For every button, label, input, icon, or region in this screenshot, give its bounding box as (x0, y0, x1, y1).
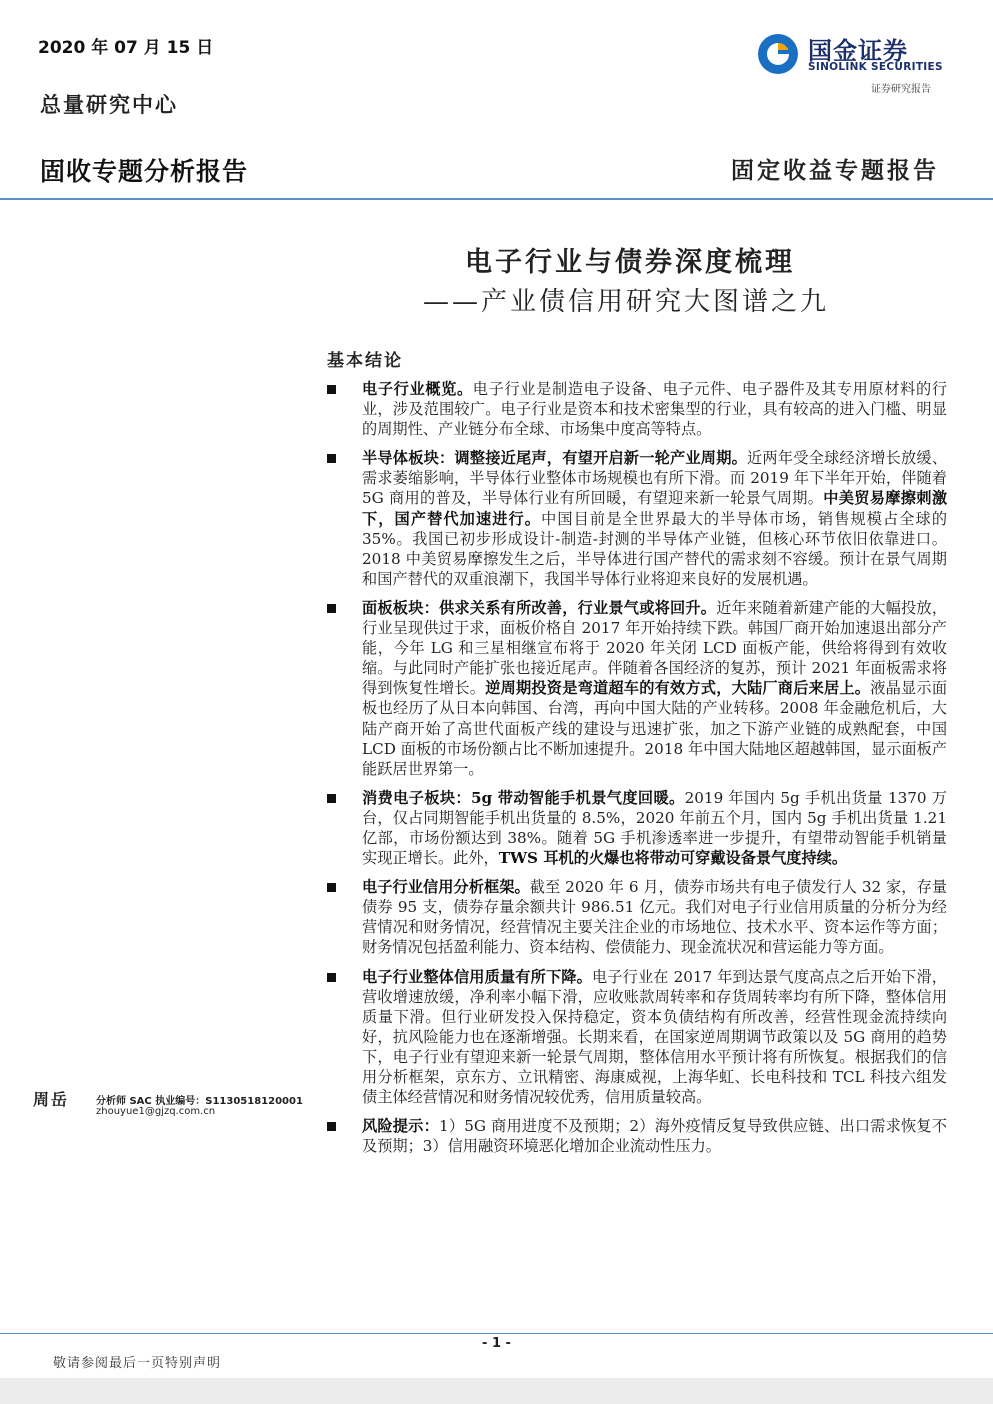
item-text: 中国目前是全世界最大的半导体市场，销售规模占全球的 35%。我国已初步形成设计-制造-封测的半导体产业链，但核心环节依旧依靠进口。2018 中美贸易摩擦发生之后，半导体进行国产替代的需求刻不容缓。预计在景气周期和国产替代的双重浪潮下，我国半导体行业将迎来良好的发展机遇。 (362, 509, 948, 588)
item-text: 液晶显示面板也经历了从日本向韩国、台湾，再向中国大陆的产业转移。2008 年金融危机后，大陆产商开始了高世代面板产线的建设与迅速扩张，加之下游产业链的成熟配套，中国 LCD 面板的市场份额占比不断加速提升。2018 年中国大陆地区超越韩国，显示面板产能跃居世界第一。 (362, 679, 948, 778)
company-logo (756, 28, 956, 100)
item-text: 截至 2020 年 6 月，债券市场共有电子债发行人 32 家，存量债券 95 支，债券存量余额共计 986.51 亿元。我们对电子行业信用质量的分析分为经营情况和财务情况，经营情况主要关注企业的市场地位、技术水平、资本运作等方面；财务情况包括盈利能力、资本结构、偿债能力、现金流状况和营运能力等方面。 (362, 878, 948, 957)
list-item (327, 379, 947, 439)
list-item (327, 598, 947, 779)
item-bold-mid: 中美贸易摩擦刺激下，国产替代加速进行。 (362, 489, 948, 528)
item-text: 2019 年国内 5g 手机出货量 1370 万台，仅占同期智能手机出货量的 8.5%，2020 年前五个月，国内 5g 手机出货量 1.21 亿部，市场份额达到 38%。随着 5G 手机渗透率进一步提升，有望带动智能手机销量实现正增长。此外， (362, 788, 947, 868)
section-heading: 基本结论 (327, 351, 403, 371)
item-bold-lead: 电子行业整体信用质量有所下降。 (362, 967, 592, 986)
item-bold-mid: 逆周期投资是弯道超车的有效方式，大陆厂商后来居上。 (485, 679, 871, 698)
item-text: 电子行业是制造电子设备、电子元件、电子器件及其专用原材料的行业，涉及范围较广。电子行业是资本和技术密集型的行业，具有较高的进入门槛、明显的周期性、产业链分布全球、市场集中度高等特点。 (362, 380, 947, 439)
item-bold-lead: 电子行业信用分析框架。 (362, 878, 530, 897)
analyst-email[interactable]: zhouyue1@gjzq.com.cn (96, 1106, 216, 1117)
list-item (327, 448, 947, 589)
bullet-square-icon (327, 604, 336, 613)
conclusion-list (327, 379, 947, 1165)
item-text: 近两年受全球经济增长放缓、需求萎缩影响，半导体行业整体市场规模也有所下滑。而 2019 年下半年开始，伴随着 5G 商用的普及，半导体行业有所回暖，有望迎来新一轮景气周期。 (362, 449, 948, 508)
sub-title: ——产业债信用研究大图谱之九 (423, 287, 830, 317)
main-title: 电子行业与债券深度梳理 (465, 247, 795, 278)
item-bold-lead: 电子行业概览。 (362, 380, 473, 398)
header-divider (0, 198, 993, 200)
item-text: 1）5G 商用进度不及预期；2）海外疫情反复导致供应链、出口需求恢复不及预期；3）信用融资环境恶化增加企业流动性压力。 (362, 1117, 948, 1156)
logo-subtitle: 证券研究报告 (871, 84, 931, 95)
logo-english-name: SINOLINK SECURITIES (808, 61, 943, 73)
bullet-square-icon (327, 973, 336, 982)
report-type: 固定收益专题报告 (731, 157, 939, 184)
list-item (327, 788, 947, 868)
item-bold-lead: 消费电子板块：5g 带动智能手机景气度回暖。 (362, 788, 685, 807)
bullet-square-icon (327, 454, 336, 463)
bullet-square-icon (327, 385, 336, 394)
report-date: 2020 年 07 月 15 日 (38, 38, 214, 58)
logo-chinese-name: 国金证券 (808, 37, 908, 65)
bullet-square-icon (327, 1122, 336, 1131)
item-bold-mid: TWS 耳机的火爆也将带动可穿戴设备景气度持续。 (498, 849, 848, 868)
footer-disclaimer: 敬请参阅最后一页特别声明 (53, 1356, 222, 1371)
analyst-name: 周岳 (33, 1090, 70, 1109)
item-text: 近年来随着新建产能的大幅投放，行业呈现供过于求，面板价格自 2017 年开始持续下跌。韩国厂商开始加速退出部分产能，今年 LG 和三星相继宣布将于 2020 年关闭 LCD 面板产能，供给将得到有效收缩。与此同时产能扩张也接近尾声。伴随着各国经济的复苏，预计 2021 年面板需求将得到恢复性增长。 (362, 598, 948, 698)
list-item (327, 877, 947, 957)
bullet-square-icon (327, 794, 336, 803)
list-item (327, 967, 947, 1108)
item-text: 电子行业在 2017 年到达景气度高点之后开始下滑，营收增速放缓，净利率小幅下滑，应收账款周转率和存货周转率均有所下降，整体信用质量下滑。但行业研发投入保持稳定，资本负债结构有所改善，经营性现金流持续向好，抗风险能力也在逐渐增强。长期来看，在国家逆周期调节政策以及 5G 商用的趋势下，电子行业有望迎来新一轮景气周期，整体信用水平预计将有所恢复。根据我们的信用分析框架，京东方、立讯精密、海康威视，上海华虹、长电科技和 TCL 科技六组发债主体经营情况和财务情况较优秀，信用质量较高。 (362, 967, 947, 1107)
bullet-square-icon (327, 883, 336, 892)
list-item (327, 1116, 947, 1156)
report-category-title: 固收专题分析报告 (40, 157, 249, 186)
item-bold-lead: 面板板块：供求关系有所改善，行业景气或将回升。 (362, 598, 717, 617)
page-number: - 1 - (482, 1336, 511, 1351)
footer-divider (0, 1333, 993, 1334)
item-bold-lead: 半导体板块：调整接近尾声，有望开启新一轮产业周期。 (362, 449, 748, 468)
department-name: 总量研究中心 (40, 92, 178, 117)
item-bold-lead: 风险提示： (362, 1117, 439, 1136)
sinolink-logo-icon (756, 32, 800, 76)
bottom-band (0, 1378, 993, 1404)
analyst-certification: 分析师 SAC 执业编号：S1130518120001 (96, 1096, 303, 1107)
